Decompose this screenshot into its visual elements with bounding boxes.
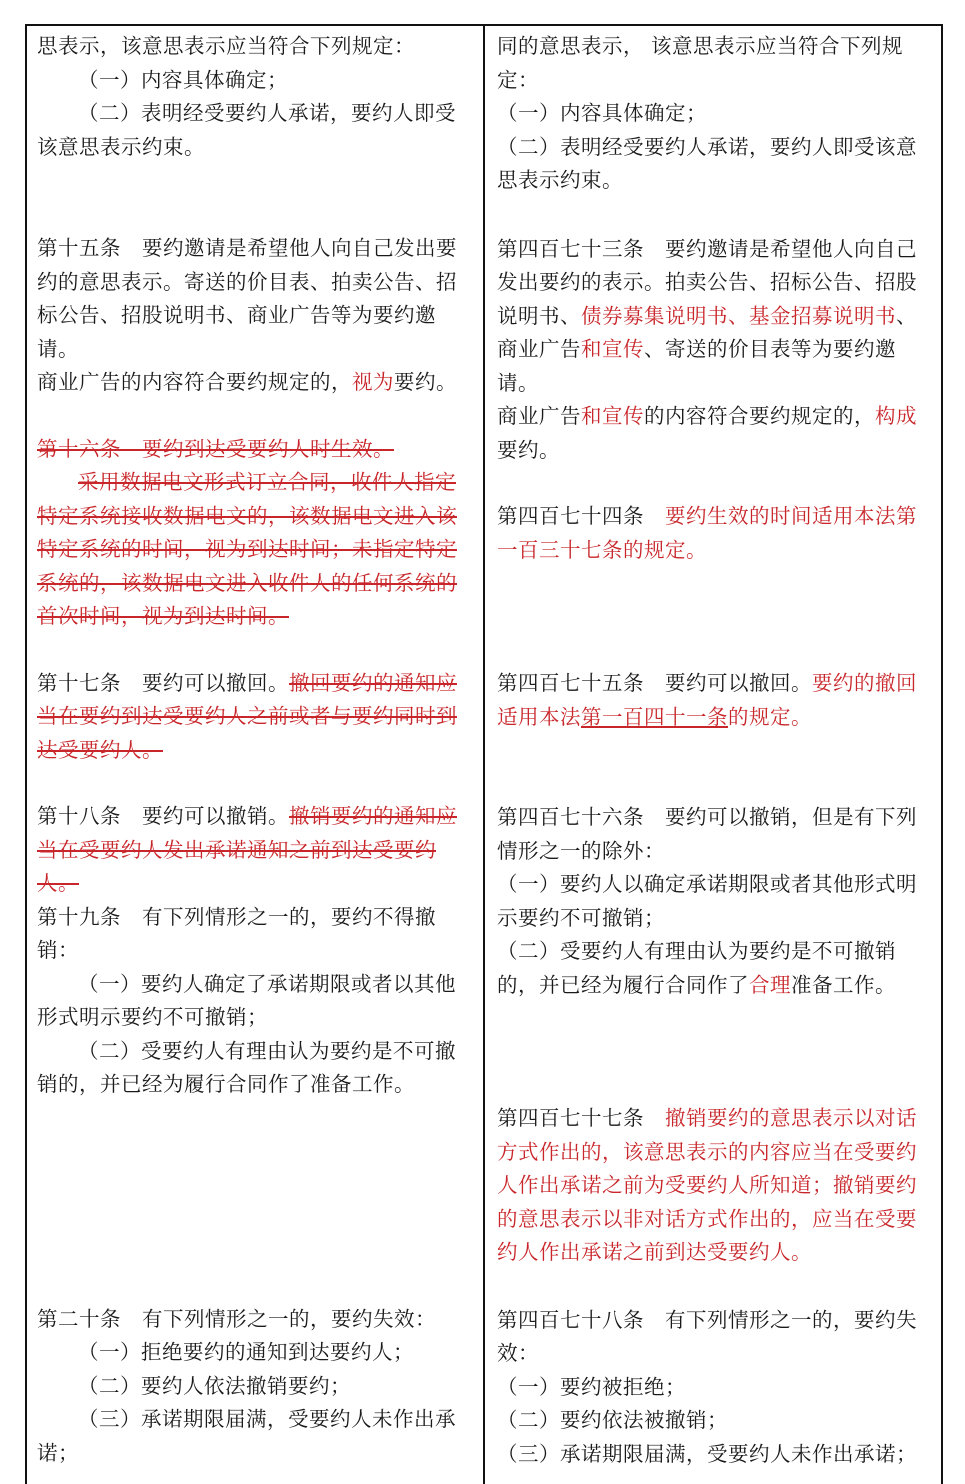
right-article-473-ad: [497, 400, 933, 467]
text: 第四百七十五条 要约可以撤回。: [497, 671, 812, 695]
left-article-19-item2: （二）受要约人有理由认为要约是不可撤销的，并已经为履行合同作了准备工作。: [37, 1038, 456, 1096]
new-text: 要约生效的时间适用本法第一百三十七条的规定。: [497, 504, 917, 562]
left-intro-item2: （二）表明经受要约人承诺，要约人即受该意思表示约束。: [37, 101, 456, 159]
column-divider: [483, 26, 485, 1484]
text: 要约。: [394, 370, 457, 394]
text: 、寄送的价目表等为要约邀请。: [497, 337, 896, 395]
right-article-476: 第四百七十六条 要约可以撤销，但是有下列情形之一的除外：: [497, 805, 917, 863]
text: 要约。: [497, 437, 560, 462]
left-intro-item1: （一）内容具体确定；: [78, 67, 288, 92]
left-column-old-law: [37, 30, 475, 1470]
left-article-20-item2: （二）要约人依法撤销要约；: [78, 1373, 351, 1398]
deleted-text: 撤回要约的通知应当在要约到达受要约人之前或者与要约同时到达受要约人。: [37, 670, 457, 762]
right-article-476-item2: [497, 935, 933, 1002]
changed-text: 和宣传: [581, 404, 644, 428]
text: 、商业广告: [497, 303, 917, 361]
changed-text: 和宣传: [581, 337, 644, 361]
right-article-478-item2: （二）要约依法被撤销；: [497, 1408, 728, 1432]
left-article-18: [37, 800, 475, 901]
text: 商业广告的内容符合要约规定的，: [37, 370, 352, 394]
right-column-civil-code: [497, 30, 933, 1471]
comparison-table: [25, 24, 943, 1484]
right-article-475: [497, 667, 933, 734]
right-article-473: [497, 233, 933, 401]
right-article-478: 第四百七十八条 有下列情形之一的，要约失效：: [497, 1307, 917, 1365]
left-article-20: 第二十条 有下列情形之一的，要约失效：: [37, 1306, 436, 1331]
new-text: 的规定。: [728, 704, 812, 729]
new-text: 要约的撤回适用本法: [497, 671, 917, 729]
text: 第四百七十三条 要约邀请是希望他人向自己发出要约的表示。拍卖公告、招标公告、招股说明书、: [497, 236, 917, 328]
text: 商业广告: [497, 404, 581, 428]
text: 准备工作。: [791, 972, 896, 997]
left-article-16-body-deleted: 采用数据电文形式订立合同，收件人指定特定系统接收数据电文的，该数据电文进入该特定系统的时间，视为到达时间；未指定特定系统的，该数据电文进入收件人的任何系统的首次时间，视为到达时间。: [37, 470, 457, 628]
left-article-20-item3: （三）承诺期限届满，受要约人未作出承诺；: [37, 1407, 456, 1465]
changed-text: 债券募集说明书、基金招募说明书: [581, 303, 896, 328]
right-article-476-item1: （一）要约人以确定承诺期限或者其他形式明示要约不可撤销；: [497, 872, 917, 930]
text: 第四百七十七条: [497, 1106, 665, 1130]
underlined-reference: 第一百四十一条: [581, 704, 728, 729]
right-article-478-item3: （三）承诺期限届满，受要约人未作出承诺；: [497, 1441, 917, 1466]
new-text: 撤销要约的意思表示以对话方式作出的，该意思表示的内容应当在受要约人作出承诺之前为受要约人所知道；撤销要约的意思表示以非对话方式作出的，应当在受要约人作出承诺之前到达受要约人。: [497, 1106, 917, 1264]
text: 的内容符合要约规定的，: [644, 404, 875, 428]
left-article-16-deleted: 第十六条 要约到达受要约人时生效。: [37, 436, 394, 461]
changed-text: 视为: [352, 370, 394, 394]
left-article-15: 第十五条 要约邀请是希望他人向自己发出要约的意思表示。寄送的价目表、拍卖公告、招标公告、招股说明书、商业广告等为要约邀请。: [37, 236, 457, 361]
right-intro-item2: （二）表明经受要约人承诺，要约人即受该意思表示约束。: [497, 134, 917, 192]
left-article-19-item1: （一）要约人确定了承诺期限或者以其他形式明示要约不可撤销；: [37, 971, 456, 1029]
changed-text: 构成: [875, 404, 917, 428]
right-article-477: [497, 1102, 933, 1270]
changed-text: 合理: [749, 972, 791, 997]
right-intro-line: 同的意思表示， 该意思表示应当符合下列规定：: [497, 34, 904, 92]
text: 第十七条 要约可以撤回。: [37, 670, 289, 695]
right-article-478-item1: （一）要约被拒绝；: [497, 1374, 686, 1399]
left-article-17: [37, 667, 475, 768]
left-article-19: 第十九条 有下列情形之一的，要约不得撤销：: [37, 904, 436, 962]
text: （二）受要约人有理由认为要约是不可撤销的，并已经为履行合同作了: [497, 939, 896, 997]
right-intro-item1: （一）内容具体确定；: [497, 101, 707, 125]
deleted-text: 撤销要约的通知应当在受要约人发出承诺通知之前到达受要约人。: [37, 804, 457, 895]
text: 第四百七十四条: [497, 504, 665, 528]
left-article-15-ad: [37, 366, 475, 400]
right-article-474: [497, 500, 933, 567]
left-article-20-item1: （一）拒绝要约的通知到达要约人；: [78, 1340, 414, 1364]
text: 第十八条 要约可以撤销。: [37, 804, 289, 828]
left-intro-line: 思表示，该意思表示应当符合下列规定：: [37, 34, 415, 58]
